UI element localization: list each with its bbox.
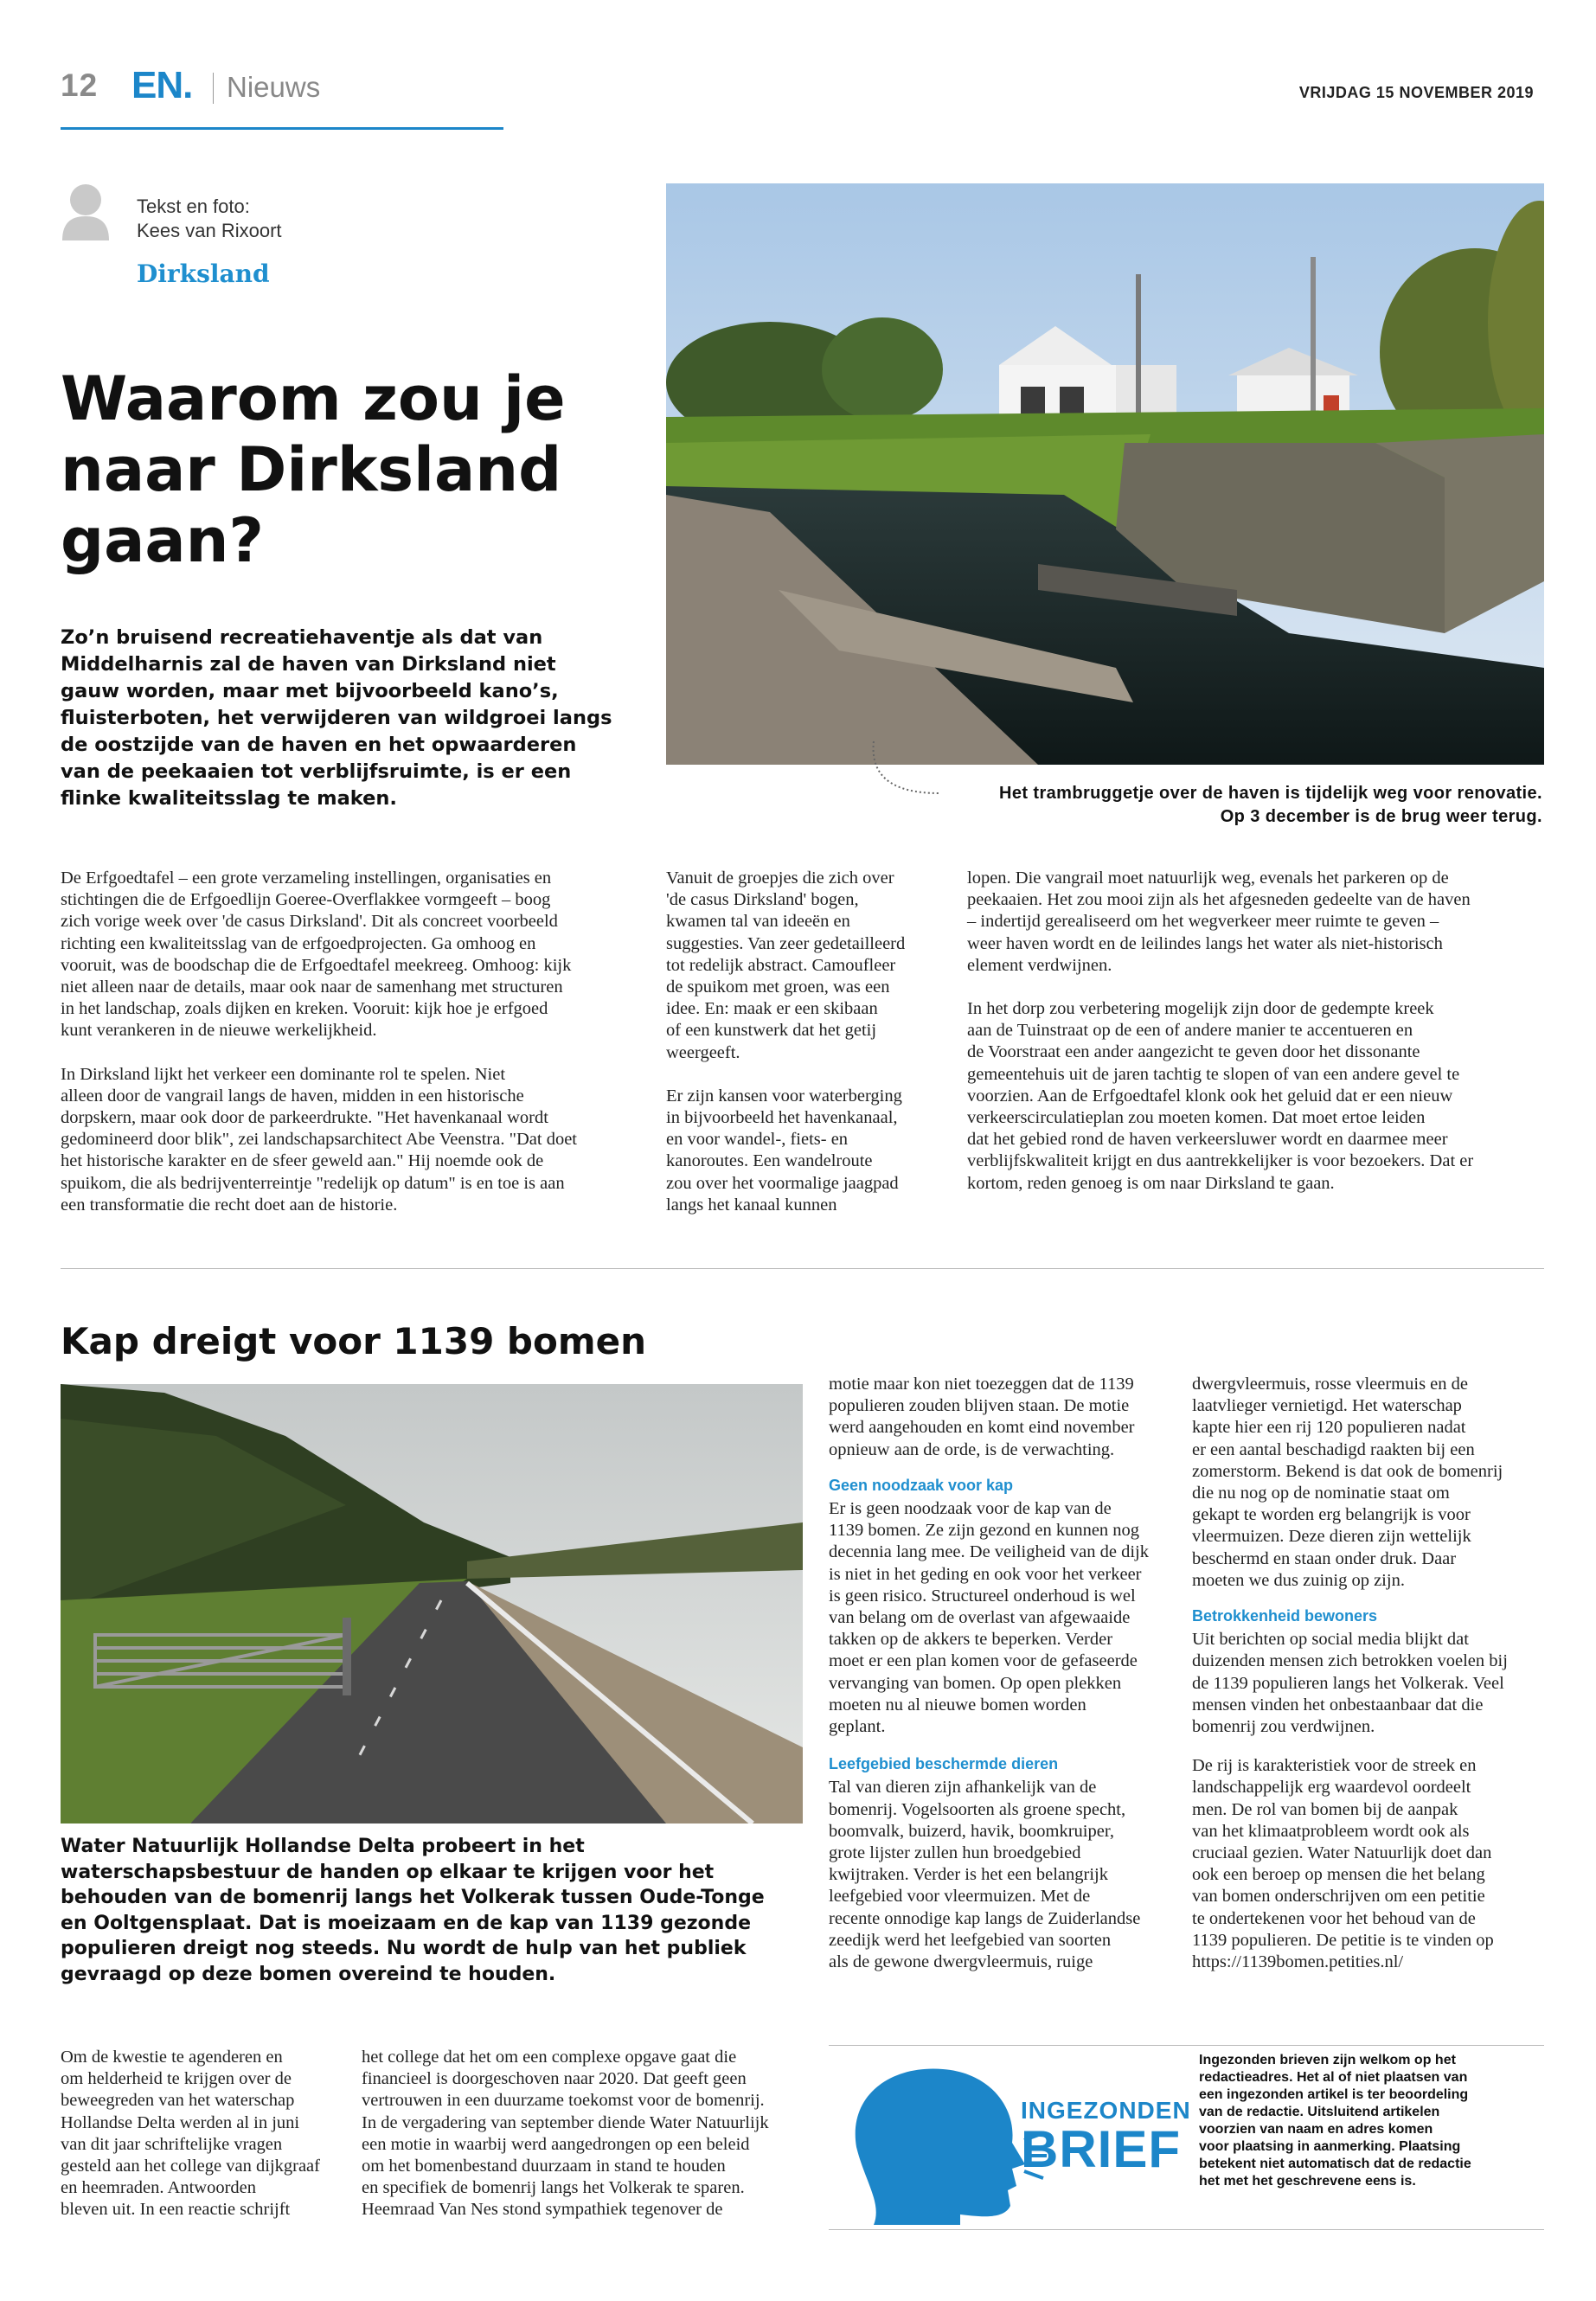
headline-line: gaan? [61, 505, 265, 576]
head-speaking-icon [839, 2061, 1047, 2225]
letters-box-top-rule [829, 2045, 1544, 2046]
byline-author: Kees van Rixoort [137, 220, 282, 241]
dike-road-photo [61, 1384, 803, 1823]
article2-column-3 [829, 1374, 1166, 1995]
person-icon [61, 182, 111, 240]
letters-logo-line1: INGEZONDEN [1021, 2097, 1191, 2124]
subheading: Geen noodzaak voor kap [829, 1476, 1014, 1494]
article1-column-3 [967, 868, 1555, 1216]
caption-line: Op 3 december is de brug weer terug. [1220, 807, 1542, 826]
article-intro: Zo’n bruisend recreatiehaventje als dat van Middelharnis zal de haven van Dirksland niet gauw worden, maar met bijvoorbeeld kano’s, fluisterboten, het verwijderen van wildgroei langs de oostzijde van de haven en het opwaarderen van de peekaaien tot verblijfsruimte, is er een flinke kwaliteitsslag te maken. [61, 626, 612, 810]
caption-line: Het trambruggetje over de haven is tijdelijk weg voor renovatie. [999, 784, 1542, 803]
header-underline [61, 127, 503, 130]
paragraph: Er zijn kansen voor waterberging in bijvoorbeeld het havenkanaal, en voor wandel-, fiets- en kanoroutes. Een wandelroute zou over het voormalige jaagpad langs het kanaal kunnen [666, 1086, 902, 1215]
byline-label: Tekst en foto: [137, 195, 250, 217]
article2-bottom-col1: Om de kwestie te agenderen en om helderheid te krijgen over de beweegreden van het waterschap Hollandse Delta werden al in juni van dit jaar schriftelijke vragen gesteld aan het college van dijkgraaf en heemraden. Antwoorden bleven uit. In een reactie schrijft [61, 2048, 320, 2220]
paragraph: dwergvleermuis, rosse vleermuis en de laatvlieger vernietigd. Het waterschap kapte hier een rij 120 populieren nadat er een aantal beschadigd raakten bij een zomerstorm. Bekend is dat ook de bomenrij die nu nog op de nominatie staat om gekapt te worden erg belangrijk is voor vleermuizen. Deze dieren zijn wettelijk beschermd en staan onder druk. Daar moeten we dus zuinig op zijn. [1192, 1375, 1503, 1590]
paragraph: Vanuit de groepjes die zich over 'de casus Dirksland' bogen, kwamen tal van ideeën en suggesties. Van zeer gedetailleerd tot redelijk abstract. Camoufleer de spuikom met groen, was een idee. En: maak er een skibaan of een kunstwerk dat het getij weergeeft. [666, 868, 906, 1062]
article-headline [61, 363, 666, 576]
harbour-photo [666, 183, 1544, 765]
page-number: 12 [61, 67, 99, 103]
paragraph: Tal van dieren zijn afhankelijk van de bomenrij. Vogelsoorten als groene specht, boomvalk, buizerd, havik, boomkruiper, grote lijster zullen hun broedgebied kwijtraken. Verder is het een belangrijk leefgebied voor vleermuizen. Met de recente onnodige kap langs de Zuiderlandse zeedijk werd het leefgebied van soorten als de gewone dwergvleermuis, ruige [829, 1778, 1141, 1972]
letters-logo-line2: BRIEF [1021, 2120, 1181, 2178]
issue-date: VRIJDAG 15 NOVEMBER 2019 [1298, 84, 1534, 101]
brand-logo: EN. [131, 64, 193, 106]
article2-intro: Water Natuurlijk Hollandse Delta probeert in het waterschapsbestuur de handen op elkaar te krijgen voor het behouden van de bomenrij langs het Volkerak tussen Oude-Tonge en Ooltgensplaat. Dat is moeizaam en de kap van 1139 gezonde populieren dreigt nog steeds. Nu wordt de hulp van het publiek gevraagd op deze bomen overeind te houden. [61, 1836, 765, 1985]
article2-bottom-col2: het college dat het om een complexe opgave gaat die financieel is doorgeschoven naar 2020. Dat geeft geen vertrouwen in een duurzame toekomst voor de bomenrij. In de vergadering van september diende Water Natuurlijk een motie in waarbij werd aangedrongen op een beleid om het bomenbestand duurzaam in stand te houden en specifiek de bomenrij langs het Volkerak te sparen. Heemraad Van Nes stond sympathiek tegenover de [362, 2048, 769, 2220]
paragraph: De Erfgoedtafel – een grote verzameling instellingen, organisaties en stichtingen die de Erfgoedlijn Goeree-Overflakkee vormgeeft – boog zich vorige week over 'de casus Dirksland'. Dit als concreet voorbeeld richting een kwaliteitsslag van de erfgoedprojecten. Ga omhoog en vooruit, was de boodschap die de Erfgoedtafel meekreeg. Omhoog: kijk niet alleen naar de details, maar ook naar de samenhang met structuren in het landschap, zoals dijken en kreken. Vooruit: kijk hoe je erfgoed kunt verankeren in de nieuwe werkelijkheid. [61, 868, 572, 1041]
section-divider [61, 1268, 1544, 1269]
headline-line: naar Dirksland [61, 434, 562, 505]
paragraph: In Dirksland lijkt het verkeer een dominante rol te spelen. Niet alleen door de vangrail langs de haven, midden in een historische dorpskern, maar ook door de parkeerdrukte. "Het havenkanaal wordt gedomineerd door blik", zei landschapsarchitect Abe Veenstra. "Dat doet het historische karakter en de sfeer geweld aan." Hij noemde ook de spuikom, die als bedrijventerreintje "redelijk op datum" is en toe is aan een transformatie die recht doet aan de historie. [61, 1064, 577, 1215]
paragraph: Er is geen noodzaak voor de kap van de 1139 bomen. Ze zijn gezond en kunnen nog decennia lang mee. De veiligheid van de dijk is niet in het geding en ook voor het verkeer is geen risico. Structureel onderhoud is wel van belang om de overlast van afgewaaide takken op de akkers te beperken. Verder moet er een plan komen voor de gefaseerde vervanging van bomen. Op open plekken moeten nu al nieuwe bomen worden geplant. [829, 1499, 1150, 1737]
paragraph: lopen. Die vangrail moet natuurlijk weg, evenals het parkeren op de peekaaien. Het zou mooi zijn als het afgesneden gedeelte van de haven – indertijd gerealiseerd om het wegverkeer meer ruimte te geven – weer haven wordt en de leilindes langs het water als niet-historisch element verdwijnen. [967, 868, 1471, 975]
caption-pointer [872, 740, 941, 800]
article2-column-4 [1192, 1374, 1547, 1995]
subheading: Leefgebied beschermde dieren [829, 1755, 1059, 1773]
paragraph: De rij is karakteristiek voor de streek en landschappelijk erg waardevol oordeelt men. De rol van bomen bij de aanpak van het klimaatprobleem wordt ook als cruciaal gezien. Water Natuurlijk doet dan ook een beroep op mensen die het belang van bomen onderschrijven om een petitie te ondertekenen voor het behoud van de 1139 populieren. De petitie is te vinden op https://1139bomen.petities.nl/ [1192, 1756, 1494, 1972]
letters-notice: Ingezonden brieven zijn welkom op het redactieadres. Het al of niet plaatsen van een ingezonden artikel is ter beoordeling van de redactie. Uitsluitend artikelen voorzien van naam en adres komen voor plaatsing in aanmerking. Plaatsing betekent niet automatisch dat de redactie het met het geschrevene eens is. [1199, 2053, 1471, 2189]
paragraph: Uit berichten op social media blijkt dat duizenden mensen zich betrokken voelen bij de 1139 populieren langs het Volkerak. Veel mensen vinden het onbestaanbaar dat die bomenrij zou verdwijnen. [1192, 1630, 1508, 1737]
paragraph: motie maar kon niet toezeggen dat de 1139 populieren zouden blijven staan. De motie werd aangehouden en komt eind november opnieuw aan de orde, is de verwachting. [829, 1375, 1135, 1459]
article1-column-2 [666, 868, 952, 1238]
article-location: Dirksland [137, 260, 270, 288]
photo-caption [999, 782, 1542, 829]
section-name: Nieuws [227, 71, 321, 103]
headline-line: Waarom zou je [61, 363, 566, 434]
subheading: Betrokkenheid bewoners [1192, 1607, 1378, 1625]
article2-headline: Kap dreigt voor 1139 bomen [61, 1320, 647, 1362]
header-divider [213, 73, 214, 104]
article1-column-1 [61, 868, 627, 1238]
letters-box-bottom-rule [829, 2229, 1544, 2230]
paragraph: In het dorp zou verbetering mogelijk zijn door de gedempte kreek aan de Tuinstraat op de een of andere manier te accentueren en de Voorstraat een ander aangezicht te geven door het dissonante gemeentehuis uit de jaren tachtig te slopen of van een andere gevel te voorzien. Aan de Erfgoedtafel klonk ook het geluid dat er een nieuw verkeerscirculatieplan zou moeten komen. Dat moet ertoe leiden dat het gebied rond de haven verkeersluwer wordt en daarmee meer verblijfskwaliteit krijgt en dus aantrekkelijker is voor bezoekers. Dat er kortom, reden genoeg is om naar Dirksland te gaan. [967, 999, 1474, 1193]
